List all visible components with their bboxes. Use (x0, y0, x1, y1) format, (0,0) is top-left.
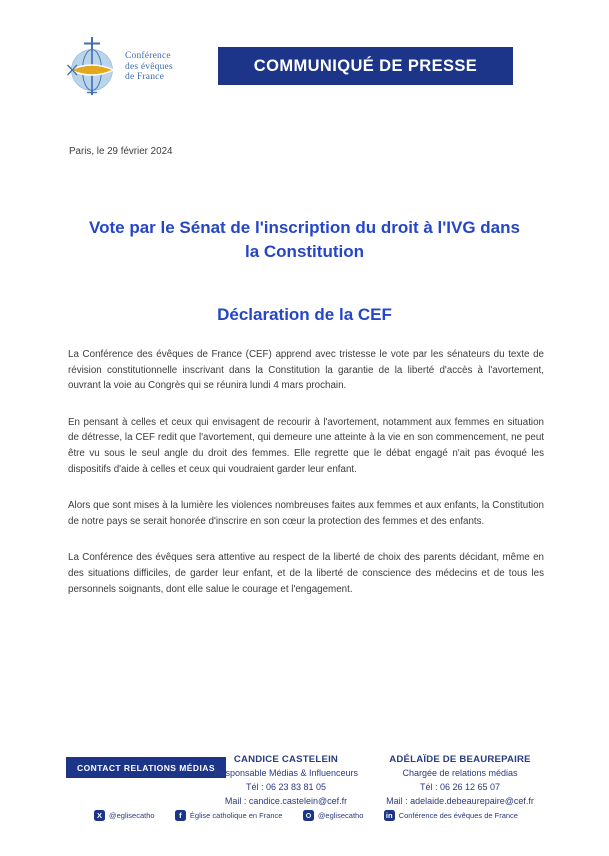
body-text (68, 347, 544, 618)
social-label: Église catholique en France (189, 811, 283, 820)
contact-role: Chargée de relations médias (402, 768, 518, 778)
social-label: Conférence des évêques de France (398, 811, 518, 820)
press-release-banner: COMMUNIQUÉ DE PRESSE (218, 47, 513, 85)
dateline: Paris, le 29 février 2024 (69, 146, 173, 157)
page-title (45, 216, 565, 263)
social-link-linkedin[interactable] (384, 810, 518, 821)
linkedin-icon: in (384, 810, 395, 821)
social-label: @eglisecatho (109, 811, 155, 820)
page-title-line-2: la Constitution (245, 241, 364, 261)
contact-role: Responsable Médias & Influenceurs (213, 768, 359, 778)
contact-name: ADÉLAÏDE DE BEAUREPAIRE (389, 754, 531, 765)
contact-card-adelaide (372, 753, 548, 808)
body-paragraph-1: La Conférence des évêques de France (CEF) apprend avec tristesse le vote par les sénateurs du texte de révision constitutionnelle inscrivant dans la Constitution la garantie de la liberté d'accès à l'avortement, ouvrant la voie au Congrès qui se réunira lundi 4 mars prochain. (68, 349, 544, 392)
logo-org-name (125, 51, 173, 83)
cef-globe-cross-fish-icon (66, 36, 118, 98)
contact-email[interactable]: Mail : adelaide.debeaurepaire@cef.fr (386, 795, 534, 806)
facebook-icon: f (175, 810, 186, 821)
contact-email[interactable]: Mail : candice.castelein@cef.fr (224, 795, 348, 806)
instagram-ring (306, 813, 311, 818)
social-links-row (94, 810, 518, 821)
social-label: @eglisecatho (317, 811, 364, 820)
body-paragraph-3: Alors que sont mises à la lumière les violences nombreuses faites aux femmes et aux enfants, la Constitution de notre pays se serait honorée d'inscrire en son cœur la protection des femmes et des enfants. (68, 500, 544, 527)
contact-card-candice (198, 753, 374, 808)
logo-org-line: de France (125, 72, 164, 83)
cef-logo (66, 36, 173, 98)
body-paragraph-4: La Conférence des évêques sera attentive au respect de la liberté de choix des parents décidant, même en des situations difficiles, de garder leur enfant, et de la liberté de conscience des médecins et de tous les personnels soignants, dont elle salue le courage et l'engagement. (68, 552, 544, 595)
social-link-x[interactable] (94, 810, 155, 821)
social-link-facebook[interactable] (175, 810, 283, 821)
contact-phone: Tél : 06 26 12 65 07 (419, 781, 501, 792)
page-title-line-1: Vote par le Sénat de l'inscription du droit à l'IVG dans (89, 218, 520, 237)
contact-media-badge: CONTACT RELATIONS MÉDIAS (66, 757, 226, 778)
social-link-instagram[interactable] (303, 810, 364, 821)
x-icon: X (94, 810, 105, 821)
instagram-icon (303, 810, 314, 821)
subtitle: Déclaration de la CEF (217, 305, 392, 324)
body-paragraph-2: En pensant à celles et ceux qui envisagent de recourir à l'avortement, notamment aux femmes en situation de détresse, la CEF redit que l'avortement, qui demeure une atteinte à la vie en son commencement, ne peut être vu sous le seul angle du droit des femmes. Elle regrette que le débat engagé n'ait pas évoqué les dispositifs d'aide à celles et ceux qui voudraient garder leur enfant. (68, 416, 544, 475)
logo-org-line: Conférence (125, 50, 171, 61)
contact-phone: Tél : 06 23 83 81 05 (245, 781, 327, 792)
logo-org-line: des évêques (125, 61, 173, 72)
contact-name: CANDICE CASTELEIN (233, 754, 339, 765)
